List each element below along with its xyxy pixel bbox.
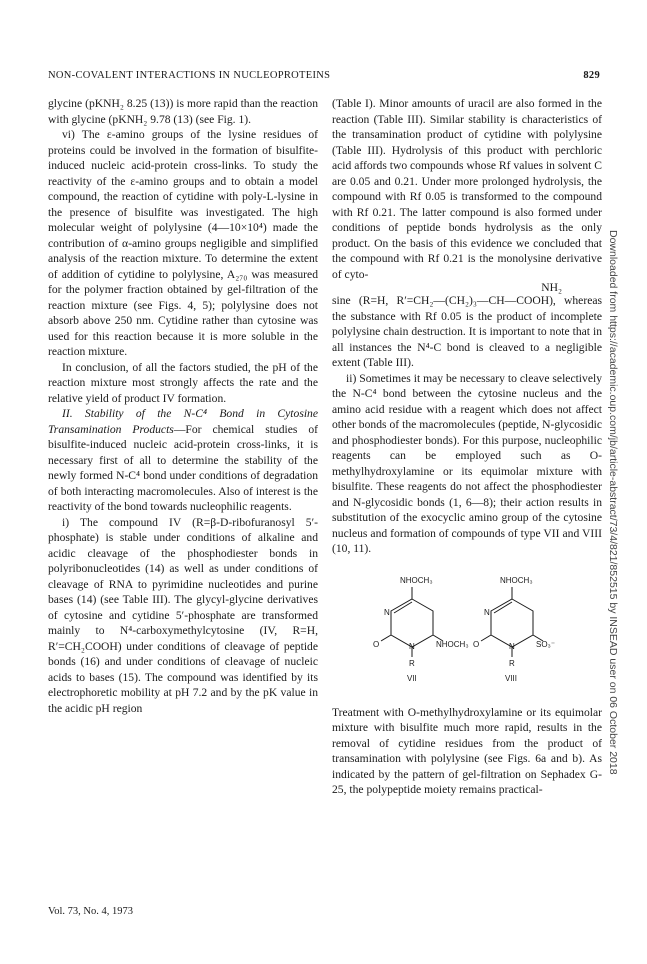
section-heading: II. Stability of the N-C⁴ Bond in Cytosine Transamination Products (48, 407, 318, 436)
paragraph-treatment: Treatment with O-methylhydroxylamine or its equimolar mixture with bisulfite much more rapid, results in the removal of cytidine residues from the product of transamination with polylysine (see Figs. 6a and b). As indicated by the pattern of gel-filtration on Sephadex G-25, the polypeptide moiety remains practical- (332, 705, 602, 796)
chemical-structures (332, 569, 602, 689)
running-title: NON-COVALENT INTERACTIONS IN NUCLEOPROTEINS (48, 70, 331, 81)
viii-n-label: N (484, 607, 490, 617)
page-number: 829 (583, 70, 600, 81)
paragraph-table-i: (Table I). Minor amounts of uracil are also formed in the reaction (Table III). Similar stability is characteristics of the transamination product of cytidine with polylysine (Table III). Hydrolysis of this product with perchloric acid affords two compounds whose Rf values in solvent C are 0.05 and 0.21. Under more prolonged hydrolysis, the compound with Rf 0.05 is transformed to the compound with Rf 0.21. The latter compound is also formed under conditions of peptide bonds hydrolysis as the only product. On the basis of this evidence we concluded that the compound with Rf 0.21 is the monolysine derivative of cyto- (332, 97, 602, 281)
vii-o-label: O (373, 639, 380, 649)
viii-r-label: R (509, 658, 515, 668)
structures-svg (332, 569, 602, 689)
right-column (332, 96, 602, 798)
vii-n-label: N (384, 607, 390, 617)
viii-label: VIII (505, 673, 518, 683)
viii-o-label: O (473, 639, 480, 649)
vii-r-label: R (409, 658, 415, 668)
vii-n1-label: N (409, 641, 415, 651)
running-header (48, 70, 600, 84)
vii-side-label: NHOCH₃ (436, 639, 469, 649)
paragraph-glycine: glycine (pKNH₂ 8.25 (13)) is more rapid than the reaction with glycine (pKNH₂ 9.78 (13) (see Fig. 1). (48, 97, 318, 126)
left-column (48, 96, 318, 716)
footer-volume: Vol. 73, No. 4, 1973 (48, 906, 133, 917)
paragraph-conclusion: In conclusion, of all the factors studied, the pH of the reaction mixture most strongly affects the rate and the relative yield of product IV formation. (48, 360, 318, 405)
vii-top-label: NHOCH₃ (400, 575, 433, 585)
viii-side-label: SO₃⁻ (536, 639, 556, 649)
nh2-label: NH₂ (541, 281, 562, 294)
paragraph-monolysine: sine (R=H, R′=CH₂—(CH₂)₃—CH—COOH), whereas the substance with Rf 0.05 is the product of incomplete polylysine chain destruction. It is important to note that in all instances the N⁴-C bond is cleaved to a negligible extent (Table III). (332, 294, 602, 369)
section-stability (48, 406, 318, 515)
paragraph-lysine: vi) The ε-amino groups of the lysine residues of proteins could be involved in the formation of bisulfite-induced nucleic acid-protein cross-links. To study the reactivity of the ε-amino groups and to obtain a model compound, the reaction of cytidine with poly-L-lysine in the presence of bisulfite was investigated. The high molecular weight of polylysine (4—10×10⁴) made the contribution of α-amino groups negligible and simplified analysis of the reaction mixture. To determine the extent of addition of cytidine to polylysine, A₂₇₀ was measured for the polymer fraction obtained by gel-filtration of the reaction mixture (see Figs. 4, 5); polylysine does not absorb above 250 nm. Cytidine rather than cytosine was used for this reaction because it is more soluble in the reaction mixture. (48, 128, 318, 358)
viii-top-label: NHOCH₃ (500, 575, 533, 585)
vii-label: VII (407, 673, 417, 683)
download-notice-text: Downloaded from https://academic.oup.com/jb/article-abstract/73/4/821/852515 by INSEAD user on 06 October 2018 (607, 230, 619, 775)
paragraph-compound-iv: i) The compound IV (R=β-D-ribofuranosyl 5′-phosphate) is stable under conditions of alkaline and acidic cleavage of the phosphodiester bonds in polyribonucleotides (14) as well as under conditions of cleavage of RNA to pyrimidine nucleotides and purine bases (14) (see Table III). The glycyl-glycine derivatives of cytosine and cytidine 5′-phosphate are transformed mainly to N⁴-carboxymethylcytosine (IV, R=H, R′=CH₂COOH) under conditions of cleavage of peptide bonds (16) and under conditions of cleavage of nucleic acids to bases (15). The compound was identified by its electrophoretic mobility at pH 7.2 and by the pK value in the acidic pH region (48, 515, 318, 715)
download-notice (607, 230, 622, 775)
viii-n1-label: N (509, 641, 515, 651)
section-body: —For chemical studies of bisulfite-induced nucleic acid-protein cross-links, it is necessary first of all to determine the stability of the newly formed N-C⁴ bond under conditions of degradation of both interacting macromolecules. Also of interest is the reactivity of the bond towards nucleophilic reagents. (48, 422, 318, 513)
paragraph-nucleophilic: ii) Sometimes it may be necessary to cleave selectively the N-C⁴ bond between the cytosine nucleus and the amino acid residue with a reagent which does not affect other bonds of the macromolecules (peptide, N-glycosidic and phosphodiester bonds). For this purpose, nucleophilic reagents can be employed such as O-methylhydroxylamine or its equimolar mixture with bisulfite. These reagents do not affect the phosphodiester and N-glycosidic bonds (1, 6—8); their action results in substitution of the exocyclic amino group of the cytosine nucleus and formation of compounds of type VII and VIII (10, 11). (332, 371, 602, 555)
